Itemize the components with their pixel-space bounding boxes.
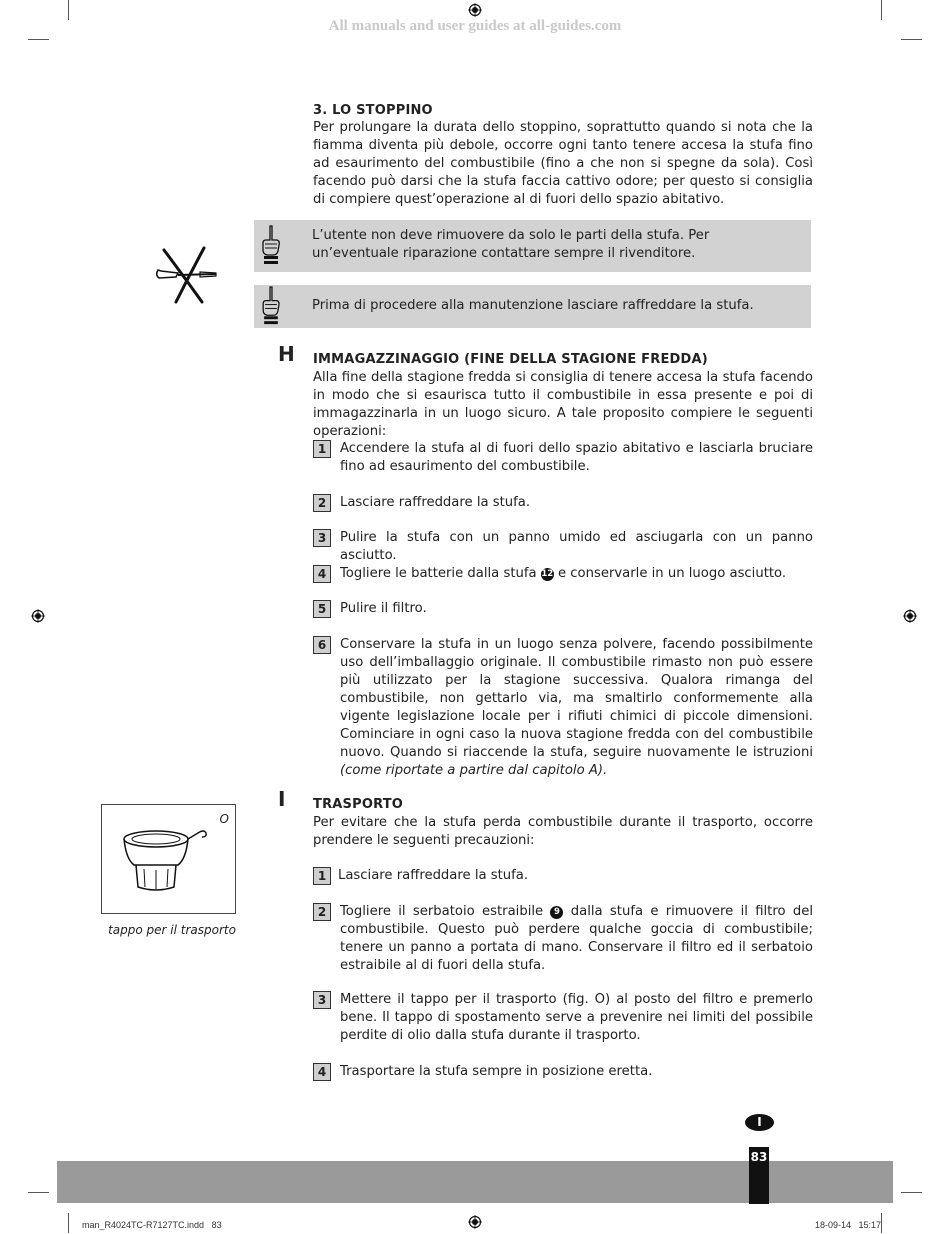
warning-text: L’utente non deve rimuovere da solo le parti della stufa. Per un’eventuale riparazione contattare sempre il rivenditore. bbox=[312, 228, 710, 261]
list-item bbox=[313, 565, 813, 583]
warning-box bbox=[254, 285, 811, 328]
step-text-part: Togliere le batterie dalla stufa bbox=[340, 566, 541, 581]
step-number: 4 bbox=[313, 1063, 331, 1081]
step-number: 1 bbox=[313, 867, 331, 885]
no-screwdriver-icon bbox=[152, 244, 220, 306]
crop-mark bbox=[901, 39, 922, 40]
section-h-intro: Alla fine della stagione fredda si consiglia di tenere accesa la stufa facendo in modo che si esaurisca tutto il combustibile in essa presente e poi di immagazzinarla in un luogo sicuro. A tale proposito compiere le seguenti operazioni: bbox=[313, 370, 813, 439]
crop-mark bbox=[68, 1213, 69, 1233]
step-text: Trasportare la stufa sempre in posizione eretta. bbox=[340, 1064, 653, 1079]
list-item bbox=[313, 494, 813, 512]
step-text-part: Conservare la stufa in un luogo senza polvere, facendo possibilmente uso dell’imballaggio originale. Il combustibile rimasto non può essere più utilizzato per la stagione successiva. Qualora rimanga del combustibile, non gettarlo via, ma smaltirlo conformemente alla vigente legislazione locale per i rifiuti chimici di piccole dimensioni. Cominciare in ogni caso la nuova stagione fredda con del combustibile nuovo. Quando si riaccende la stufa, seguire nuovamente le istruzioni bbox=[340, 637, 813, 760]
watermark: All manuals and user guides at all-guides.com bbox=[328, 18, 622, 34]
step-text: Pulire la stufa con un panno umido ed asciugarla con un panno asciutto. bbox=[340, 530, 813, 563]
language-badge: I bbox=[745, 1114, 774, 1131]
page-number: 83 bbox=[750, 1150, 768, 1164]
step-number: 2 bbox=[313, 903, 331, 921]
part-number-badge: 12 bbox=[541, 569, 554, 579]
transport-cap-icon bbox=[118, 825, 210, 897]
crop-mark bbox=[28, 39, 49, 40]
pointing-hand-icon bbox=[259, 224, 283, 268]
list-item bbox=[313, 867, 813, 885]
step-text: Lasciare raffreddare la stufa. bbox=[338, 868, 529, 883]
date-slug: 18-09-14 15:17 bbox=[815, 1220, 882, 1230]
step-number: 6 bbox=[313, 636, 331, 654]
step-text bbox=[340, 903, 813, 975]
step-text: Accendere la stufa al di fuori dello spazio abitativo e lasciarla bruciare fino ad esaurimento del combustibile. bbox=[340, 441, 813, 474]
step-text-part: Togliere il serbatoio estraibile bbox=[340, 904, 551, 919]
crop-mark bbox=[881, 1213, 882, 1233]
section-i-letter: I bbox=[278, 787, 286, 811]
section-i-intro: Per evitare che la stufa perda combustibile durante il trasporto, occorre prendere le seguenti precauzioni: bbox=[313, 815, 813, 848]
step-text: Lasciare raffreddare la stufa. bbox=[340, 495, 531, 510]
step-text-italic: (come riportate a partire dal capitolo A). bbox=[340, 763, 608, 778]
section-3-body: Per prolungare la durata dello stoppino, soprattutto quando si nota che la fiamma diventa più debole, occorre ogni tanto tenere accesa la stufa fino ad esaurimento del combustibile (fino a che non si spegne da sola). Così facendo può darsi che la stufa faccia cattivo odore; per questo si consiglia di compiere quest’operazione al di fuori dello spazio abitativo. bbox=[313, 120, 813, 207]
registration-mark-icon bbox=[468, 3, 482, 17]
list-item bbox=[313, 991, 813, 1045]
step-number: 4 bbox=[313, 565, 331, 583]
figure-caption: tappo per il trasporto bbox=[108, 923, 236, 937]
step-text-part: dalla stufa e rimuovere il filtro del combustibile. Questo può perdere qualche goccia di combustibile; tenere un panno a portata di mano. Conservare il filtro ed il serbatoio estraibile al di fuori della stufa. bbox=[340, 904, 814, 973]
list-item bbox=[313, 440, 813, 476]
step-number: 3 bbox=[313, 991, 331, 1009]
list-item bbox=[313, 636, 813, 780]
crop-mark bbox=[28, 1192, 49, 1193]
step-text bbox=[340, 565, 813, 583]
warning-text: Prima di procedere alla manutenzione lasciare raffreddare la stufa. bbox=[312, 298, 754, 313]
section-h-title: IMMAGAZZINAGGIO (FINE DELLA STAGIONE FREDDA) bbox=[313, 352, 708, 367]
step-text bbox=[340, 636, 813, 780]
step-number: 3 bbox=[313, 529, 331, 547]
warning-box bbox=[254, 220, 811, 272]
step-text: Mettere il tappo per il trasporto (fig. O) al posto del filtro e premerlo bene. Il tappo di spostamento serve a prevenire nei limiti del possibile perdite di olio dalla stufa durante il trasporto. bbox=[340, 992, 813, 1043]
step-text: Pulire il filtro. bbox=[340, 601, 427, 616]
file-slug: man_R4024TC-R7127TC.indd 83 bbox=[82, 1220, 222, 1230]
pointing-hand-icon bbox=[259, 285, 283, 328]
part-number-badge: 9 bbox=[550, 906, 563, 919]
step-number: 5 bbox=[313, 600, 331, 618]
list-item bbox=[313, 600, 813, 618]
crop-mark bbox=[901, 1192, 922, 1193]
step-number: 1 bbox=[313, 440, 331, 458]
section-3-title: 3. LO STOPPINO bbox=[313, 103, 433, 118]
figure-box bbox=[101, 804, 236, 914]
section-h-letter: H bbox=[278, 342, 295, 366]
registration-mark-icon bbox=[468, 1215, 482, 1229]
registration-mark-icon bbox=[31, 609, 45, 623]
section-i-title: TRASPORTO bbox=[313, 797, 404, 812]
list-item bbox=[313, 529, 813, 565]
registration-mark-icon bbox=[903, 609, 917, 623]
step-number: 2 bbox=[313, 494, 331, 512]
list-item bbox=[313, 903, 813, 975]
step-text-part: e conservarle in un luogo asciutto. bbox=[553, 566, 787, 581]
figure-letter: O bbox=[219, 812, 229, 826]
list-item bbox=[313, 1063, 813, 1081]
